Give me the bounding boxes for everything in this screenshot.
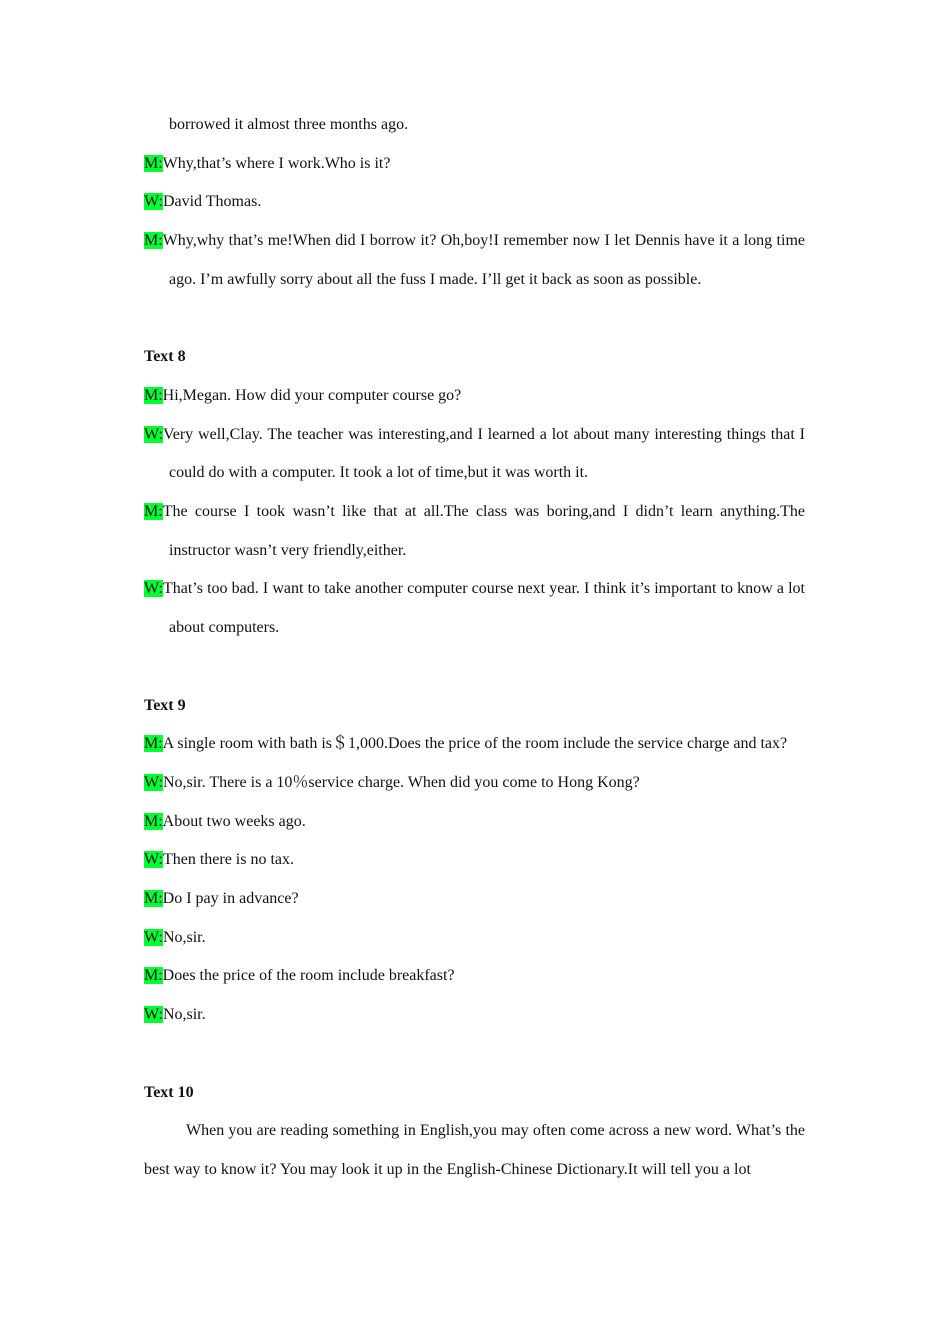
- dialogue-text: Does the price of the room include breakfast?: [162, 967, 455, 985]
- speaker-label: M:: [144, 890, 163, 908]
- dialogue-text: The course I took wasn’t like that at all.The class was boring,and I didn’t learn anything.The instructor wasn’t very friendly,either.: [162, 503, 805, 559]
- dialogue-line: [144, 183, 805, 222]
- dialogue-text: About two weeks ago.: [162, 812, 306, 830]
- speaker-label: M:: [144, 735, 163, 753]
- dialogue-line: [144, 764, 805, 803]
- dialogue-text: Then there is no tax.: [162, 851, 295, 869]
- speaker-label: W:: [144, 193, 163, 211]
- section-heading: Text 8: [144, 348, 186, 366]
- dialogue-text: Hi,Megan. How did your computer course go?: [162, 386, 462, 404]
- dialogue-text: A single room with bath is＄1,000.Does the price of the room include the service charge and tax?: [162, 735, 788, 753]
- dialogue-line: [144, 377, 805, 416]
- dialogue-line: [144, 996, 805, 1035]
- dialogue-text: Why,why that’s me!When did I borrow it? Oh,boy!I remember now I let Dennis have it a long time ago. I’m awfully sorry about all the fuss I made. I’ll get it back as soon as possible.: [162, 232, 805, 288]
- speaker-label: W:: [144, 425, 163, 443]
- document-body: [144, 106, 805, 1190]
- dialogue-line: [144, 957, 805, 996]
- dialogue-line: [144, 145, 805, 184]
- dialogue-text: No,sir.: [162, 928, 206, 946]
- dialogue-text: borrowed it almost three months ago.: [169, 116, 409, 133]
- speaker-label: M:: [144, 812, 163, 830]
- dialogue-line: [144, 493, 805, 570]
- dialogue-text: That’s too bad. I want to take another computer course next year. I think it’s important to know a lot about computers.: [162, 580, 805, 637]
- dialogue-text: No,sir. There is a 10％service charge. When did you come to Hong Kong?: [162, 773, 640, 791]
- section-gap: [144, 648, 805, 687]
- dialogue-line: [144, 106, 805, 145]
- dialogue-line: [144, 725, 805, 764]
- speaker-label: M:: [144, 154, 163, 172]
- dialogue-line: [144, 416, 805, 493]
- section-gap: [144, 1035, 805, 1074]
- dialogue-line: [144, 570, 805, 647]
- dialogue-text: No,sir.: [162, 1006, 206, 1024]
- section-heading: Text 10: [144, 1083, 194, 1101]
- speaker-label: M:: [144, 503, 163, 521]
- speaker-label: M:: [144, 967, 163, 985]
- dialogue-text: Very well,Clay. The teacher was interesting,and I learned a lot about many interesting things that I could do with a computer. It took a lot of time,but it was worth it.: [162, 425, 805, 482]
- body-paragraph: When you are reading something in English,you may often come across a new word. What’s the best way to know it? You may look it up in the English-Chinese Dictionary.It will tell you a lot: [144, 1122, 805, 1178]
- speaker-label: W:: [144, 928, 163, 946]
- dialogue-line: [144, 919, 805, 958]
- speaker-label: M:: [144, 232, 163, 250]
- dialogue-text: Why,that’s where I work.Who is it?: [162, 154, 391, 172]
- dialogue-line: [144, 222, 805, 299]
- dialogue-text: Do I pay in advance?: [162, 890, 299, 908]
- speaker-label: W:: [144, 1006, 163, 1024]
- dialogue-line: [144, 841, 805, 880]
- speaker-label: W:: [144, 773, 163, 791]
- section-gap: [144, 300, 805, 339]
- speaker-label: W:: [144, 851, 163, 869]
- dialogue-text: David Thomas.: [162, 193, 262, 211]
- speaker-label: W:: [144, 580, 163, 598]
- section-heading: Text 9: [144, 696, 186, 714]
- speaker-label: M:: [144, 386, 163, 404]
- dialogue-line: [144, 803, 805, 842]
- dialogue-line: [144, 880, 805, 919]
